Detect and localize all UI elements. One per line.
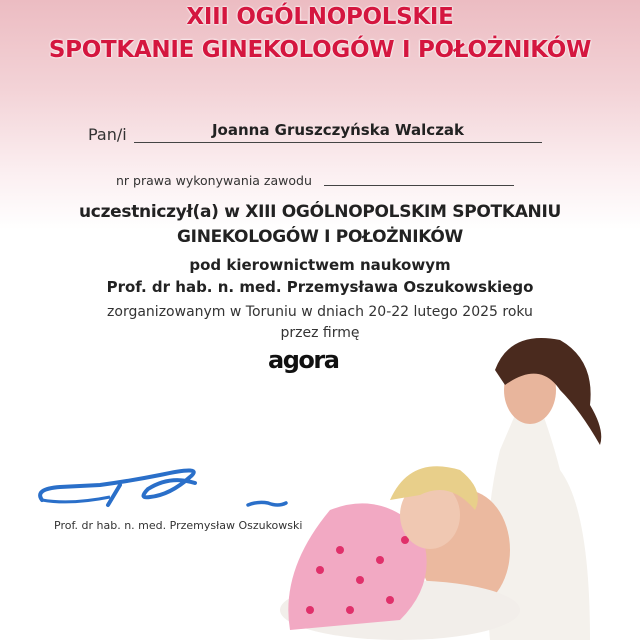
signature-caption: Prof. dr hab. n. med. Przemysław Oszukowski (54, 519, 303, 532)
body-line-6: przez firmę (280, 325, 360, 341)
recipient-line (134, 142, 542, 143)
recipient-name: Joanna Gruszczyńska Walczak (211, 121, 465, 139)
mother-child-photo (260, 330, 640, 640)
agora-logo: agora (268, 346, 339, 374)
title-line-2: SPOTKANIE GINEKOLOGÓW I POŁOŻNIKÓW (48, 37, 592, 63)
license-label: nr prawa wykonywania zawodu (116, 173, 312, 188)
body-line-2: GINEKOLOGÓW I POŁOŻNIKÓW (177, 227, 463, 247)
title-line-1: XIII OGÓLNOPOLSKIE (186, 4, 454, 30)
body-line-1: uczestniczył(a) w XIII OGÓLNOPOLSKIM SPOTKANIU (78, 202, 562, 222)
body-line-3: pod kierownictwem naukowym (189, 256, 451, 274)
recipient-label: Pan/i (88, 125, 127, 144)
license-line (324, 185, 514, 186)
body-line-5: zorganizowanym w Toruniu w dniach 20-22 lutego 2025 roku (107, 304, 533, 320)
body-line-4: Prof. dr hab. n. med. Przemysława Oszukowskiego (106, 278, 534, 296)
